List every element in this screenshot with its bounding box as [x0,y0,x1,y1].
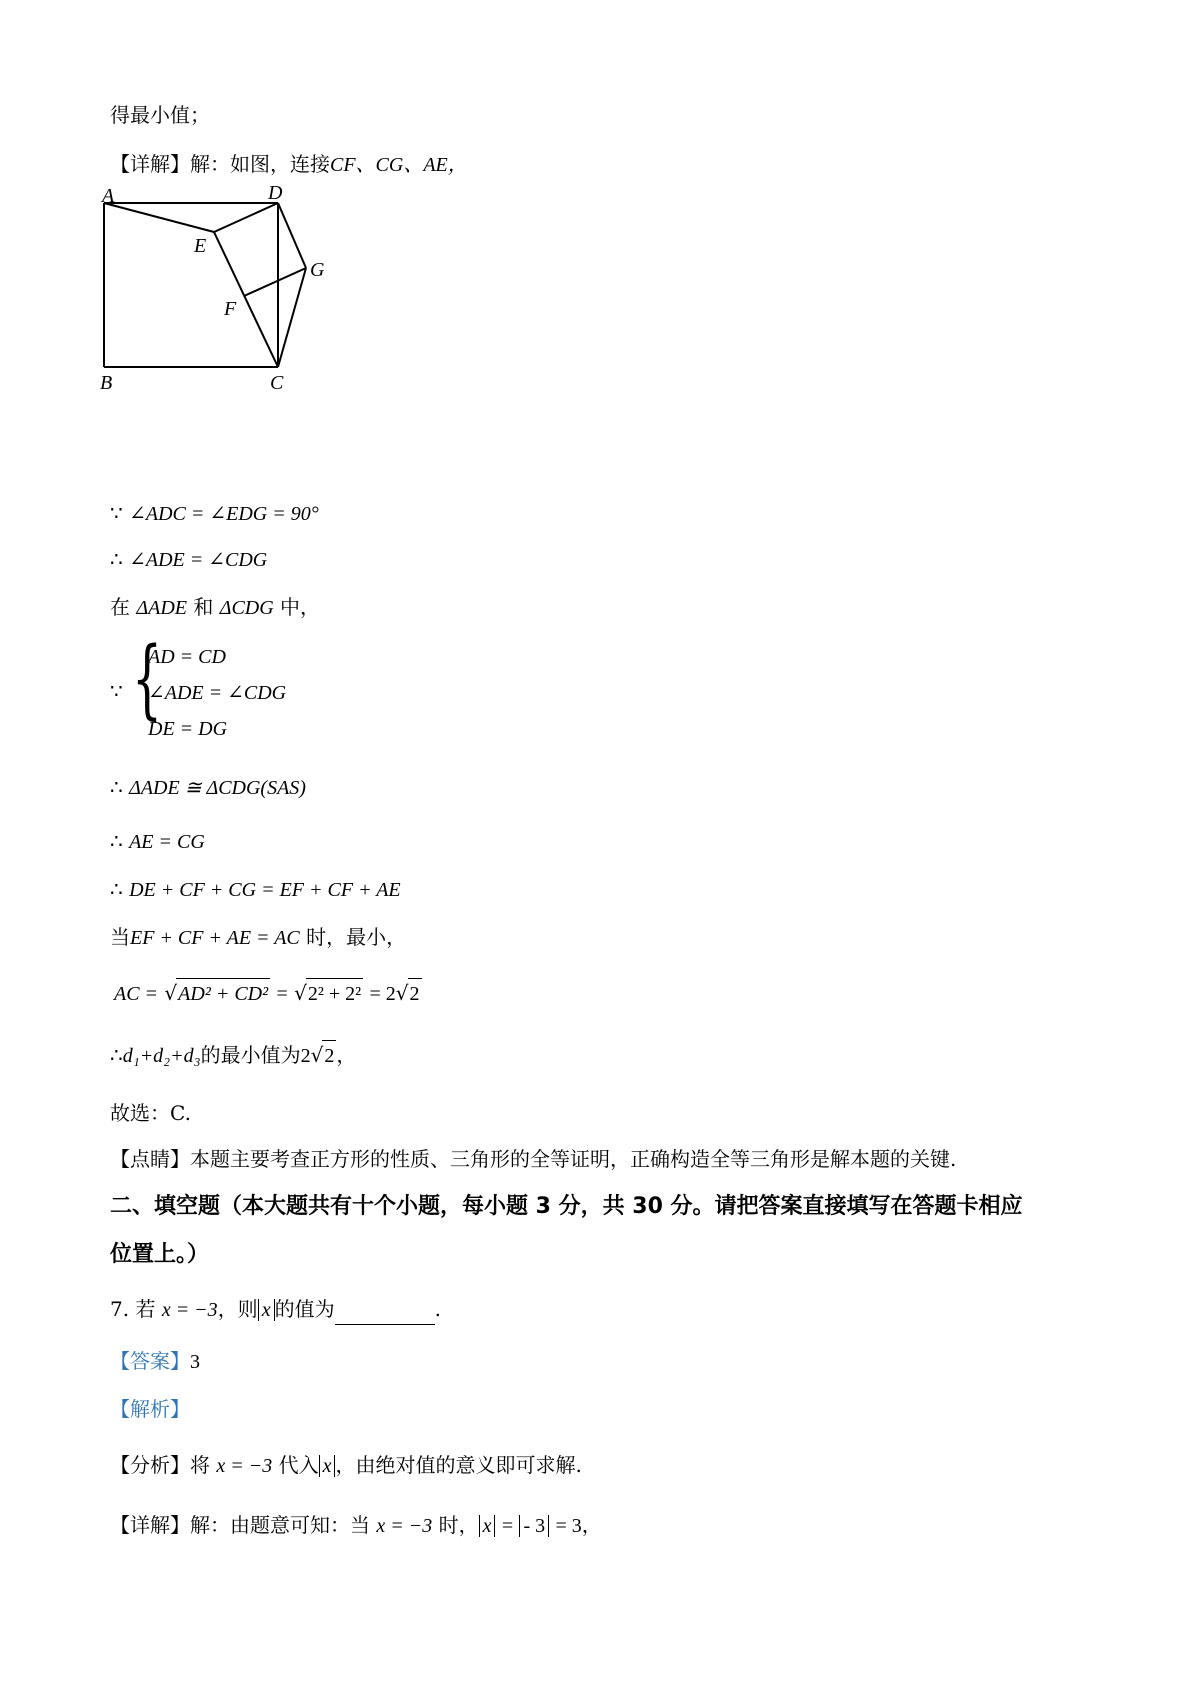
triangle-ade: ΔADE [136,597,187,619]
text-when: 时， [438,1513,479,1537]
text-substitute: 代入 [278,1453,319,1477]
radicand-numbers: 2² + 2² [306,978,363,1009]
min-coefficient: 2 [300,1045,311,1067]
abs-x: x [319,1455,336,1477]
triangle-cdg: ΔCDG [219,597,274,619]
line-choice [110,1098,191,1128]
label-c: C [270,372,284,394]
system-line-2: ∠ADE = ∠CDG [148,682,287,704]
line-triangles [110,592,320,623]
text-then: ，则 [217,1297,258,1321]
line-sum [110,874,401,905]
label-f: F [224,298,237,320]
text-minimum: 时，最小， [306,925,407,949]
comment-text: 【点睛】本题主要考查正方形的性质、三角形的全等证明，正确构造全等三角形是解本题的关键. [110,1147,957,1171]
label-g: G [310,259,325,281]
label-e: E [194,235,207,257]
angle-equation: ∠ADC = ∠EDG = 90° [129,503,319,525]
because-symbol: ∵ [110,501,123,525]
line-analysis: 【解析】 [110,1397,190,1421]
question-number: 7. 若 [110,1297,156,1321]
sum-equation: DE + CF + CG = EF + CF + AE [129,879,401,901]
line-min-result: ∴d₁+d₂+d₃的最小值为2√2 ， [110,1040,356,1071]
question-7 [110,1294,441,1325]
answer-value: 3 [190,1351,200,1373]
system-brace: { [132,629,163,729]
segment-ae [104,203,214,232]
final-prefix: 【详解】解：由题意可知：当 [110,1513,370,1537]
therefore-symbol: ∴ [110,877,123,901]
line-angle-equal [110,498,319,529]
line-comment [110,1144,956,1174]
congruence-statement: ΔADE ≅ ΔCDG(SAS) [129,777,306,799]
text-min-value: 得最小值； [110,103,210,127]
segment-gc [278,268,306,367]
segment-ed [214,203,278,232]
line-answer [110,1346,200,1377]
answer-label: 【答案】 [110,1349,190,1373]
label-d: D [268,182,283,204]
abs-x: x [479,1515,496,1537]
fenxi-suffix: ，由绝对值的意义即可求解. [335,1453,582,1477]
fenxi-prefix: 【分析】将 [110,1453,210,1477]
final-condition: x = −3 [376,1515,433,1537]
line-min-value [110,100,210,130]
section-heading-line-2: 位置上。） [110,1242,210,1267]
label-a: A [102,185,115,207]
text-and: 和 [193,595,214,619]
equals-sign: = [276,983,288,1005]
equals-sign: = [501,1515,514,1537]
section-heading-line-1: 二、填空题（本大题共有十个小题，每小题 3 分，共 30 分。请把答案直接填写在答题卡相应 [110,1194,1023,1219]
line-because-system [110,676,123,706]
segment-dg [278,203,306,268]
detail-items: CF、CG、AE， [330,154,468,176]
line-minimum-condition [110,922,406,953]
angle-ade-cdg: ∠ADE = ∠CDG [129,549,268,571]
radicand-ad-cd: AD² + CD² [176,978,270,1009]
system-line-3: DE = DG [148,718,228,740]
text-value-is: 的值为 [274,1297,335,1321]
equals-two: = 2 [369,983,396,1005]
therefore-symbol: ∴ [110,829,123,853]
abs-x: x [258,1299,275,1321]
ac-lhs: AC = [114,983,159,1005]
line-angle-ade-cdg [110,544,267,575]
answer-choice: 故选：C. [110,1101,191,1125]
system-line-1: AD = CD [148,646,226,668]
ae-equals-cg: AE = CG [129,831,205,853]
label-b: B [100,372,113,394]
d-sum: d₁+d₂+d₃ [122,1045,201,1067]
text-middle: 中， [280,595,321,619]
therefore-symbol: ∴ [110,547,123,571]
line-final-detail [110,1510,602,1541]
line-ae-cg [110,826,205,857]
therefore-symbol: ∴ [110,1043,123,1067]
fenxi-expression: x = −3 [216,1455,273,1477]
final-result: = 3 [555,1515,582,1537]
minimum-condition: EF + CF + AE = AC [130,927,300,949]
line-congruent [110,772,306,803]
segment-fg [244,268,306,296]
detail-prefix: 【详解】解：如图，连接 [110,152,330,176]
geometry-figure [100,182,360,400]
text-min-is: 的最小值为 [200,1043,301,1067]
comma: ， [336,1043,357,1067]
line-fenxi [110,1450,582,1481]
period: . [434,1297,441,1321]
radicand-two: 2 [408,978,422,1009]
comma: ， [581,1513,602,1537]
line-ac-value: AC = √AD² + CD² = √2² + 2² = 2√2 [114,978,422,1009]
text-in: 在 [110,595,130,619]
question-condition: x = −3 [161,1299,218,1321]
text-when: 当 [110,925,130,949]
abs-minus-three: - 3 [519,1515,549,1537]
therefore-symbol: ∴ [110,775,123,799]
because-symbol: ∵ [110,679,123,703]
min-radicand: 2 [322,1040,336,1071]
line-detail [110,149,468,180]
answer-blank [335,1306,435,1325]
